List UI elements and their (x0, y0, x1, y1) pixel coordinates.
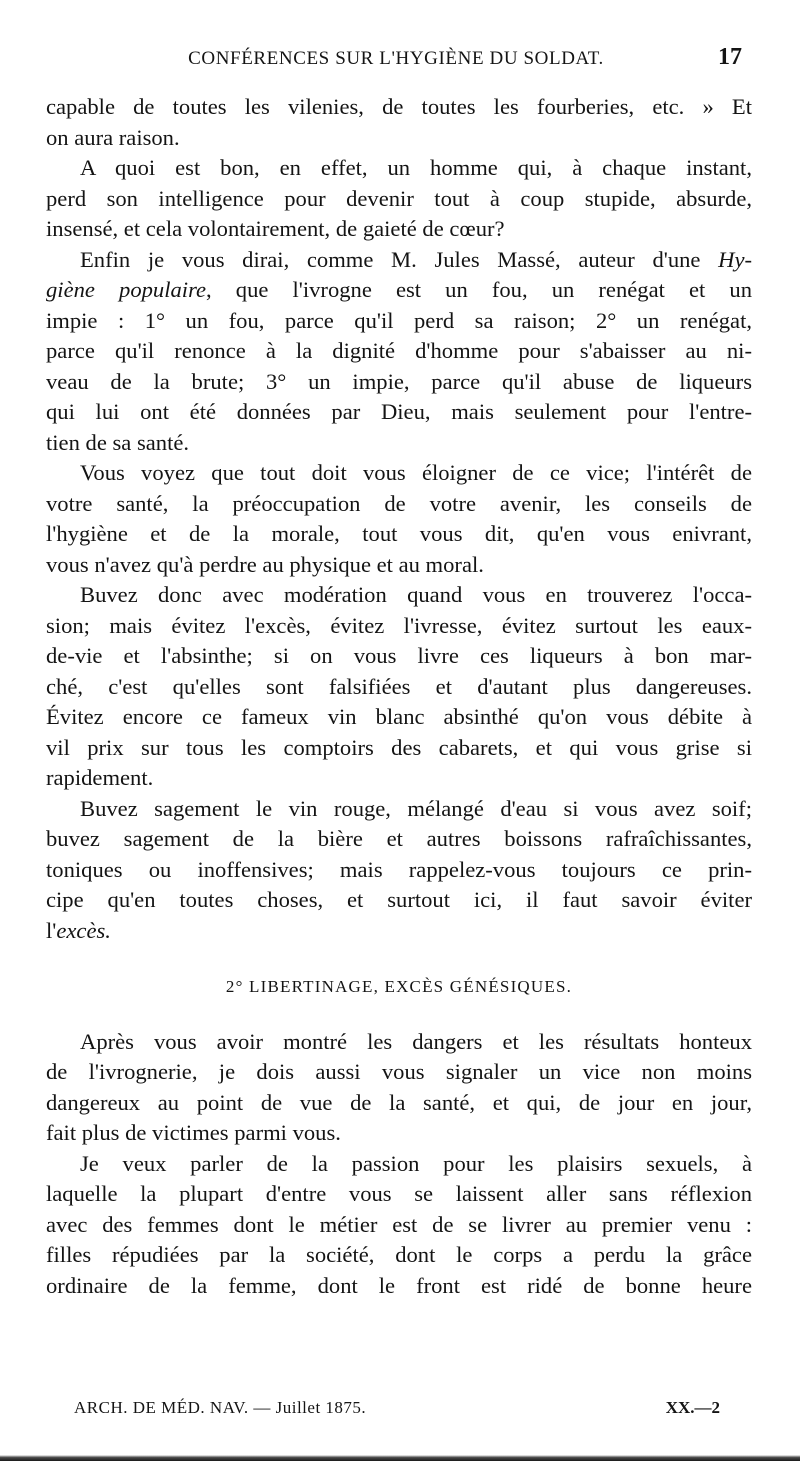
text-line: insensé, et cela volontairement, de gaieté de cœur? (46, 216, 505, 241)
text-line: avec des femmes dont le métier est de se livrer au premier venu : (46, 1211, 752, 1237)
text-line: ché, c'est qu'elles sont falsifiées et d'autant plus dangereuses. (46, 673, 752, 699)
text-line: Je veux parler de la passion pour les plaisirs sexuels, à (80, 1150, 752, 1176)
text-line: filles répudiées par la société, dont le corps a perdu la grâce (46, 1242, 752, 1267)
text-line: fait plus de victimes parmi vous. (46, 1120, 341, 1145)
text-line: ordinaire de la femme, dont le front est ridé de bonne heure (46, 1272, 752, 1298)
text-line: Buvez donc avec modération quand vous en trouverez l'occa- (80, 582, 752, 607)
text-line: Après vous avoir montré les dangers et les résultats honteux (80, 1028, 752, 1054)
text-line: toniques ou inoffensives; mais rappelez-vous toujours ce prin- (46, 856, 752, 882)
text-line: parce qu'il renonce à la dignité d'homme pour s'abaisser au ni- (46, 338, 752, 363)
text-line: l'hygiène et de la morale, tout vous dit, qu'en vous enivrant, (46, 521, 752, 546)
text-line: qui lui ont été données par Dieu, mais seulement pour l'entre- (46, 399, 752, 424)
text-line: rapidement. (46, 765, 154, 790)
running-header (46, 44, 746, 76)
page-number: 17 (718, 44, 742, 70)
text-line: sion; mais évitez l'excès, évitez l'ivresse, évitez surtout les eaux- (46, 612, 752, 638)
text-line: de-vie et l'absinthe; si on vous livre ces liqueurs à bon mar- (46, 643, 752, 668)
text-line: dangereux au point de vue de la santé, et qui, de jour en jour, (46, 1089, 752, 1115)
text-line: buvez sagement de la bière et autres boissons rafraîchissantes, (46, 826, 752, 851)
text-line: tien de sa santé. (46, 429, 190, 455)
footer-journal-reference: ARCH. DE MÉD. NAV. — Juillet 1875. (74, 1398, 367, 1417)
text-line: A quoi est bon, en effet, un homme qui, à chaque instant, (80, 155, 752, 180)
text-line: de l'ivrognerie, je dois aussi vous signaler un vice non moins (46, 1059, 752, 1084)
text-line: votre santé, la préoccupation de votre avenir, les conseils de (46, 490, 752, 516)
text-line: l'excès. (46, 917, 111, 943)
body-text (46, 92, 752, 1301)
text-line: veau de la brute; 3° un impie, parce qu'il abuse de liqueurs (46, 368, 752, 394)
page-footer (74, 1398, 720, 1426)
text-line: Évitez encore ce fameux vin blanc absinthé qu'on vous débite à (46, 704, 752, 729)
text-line: giène populaire, que l'ivrogne est un fou, un renégat et un (46, 277, 752, 302)
text-line: Vous voyez que tout doit vous éloigner de ce vice; l'intérêt de (80, 460, 752, 485)
text-line: laquelle la plupart d'entre vous se laissent aller sans réflexion (46, 1181, 752, 1206)
text-line: vous n'avez qu'à perdre au physique et au moral. (46, 551, 484, 577)
text-line: impie : 1° un fou, parce qu'il perd sa raison; 2° un renégat, (46, 307, 752, 333)
running-title: CONFÉRENCES SUR L'HYGIÈNE DU SOLDAT. (188, 48, 604, 69)
text-line: on aura raison. (46, 124, 180, 150)
section-heading: 2° LIBERTINAGE, EXCÈS GÉNÉSIQUES. (225, 977, 573, 996)
page-edge-shadow (0, 1455, 800, 1461)
text-line: cipe qu'en toutes choses, et surtout ici, il faut savoir éviter (46, 887, 752, 912)
text-line: Enfin je vous dirai, comme M. Jules Massé, auteur d'une Hy- (80, 246, 752, 272)
text-line: Buvez sagement le vin rouge, mélangé d'eau si vous avez soif; (80, 795, 752, 821)
text-line: vil prix sur tous les comptoirs des cabarets, et qui vous grise si (46, 734, 752, 760)
footer-signature-mark: XX.—2 (665, 1398, 720, 1417)
text-line: perd son intelligence pour devenir tout à coup stupide, absurde, (46, 185, 752, 211)
text-line: capable de toutes les vilenies, de toutes les fourberies, etc. » Et (46, 94, 752, 119)
